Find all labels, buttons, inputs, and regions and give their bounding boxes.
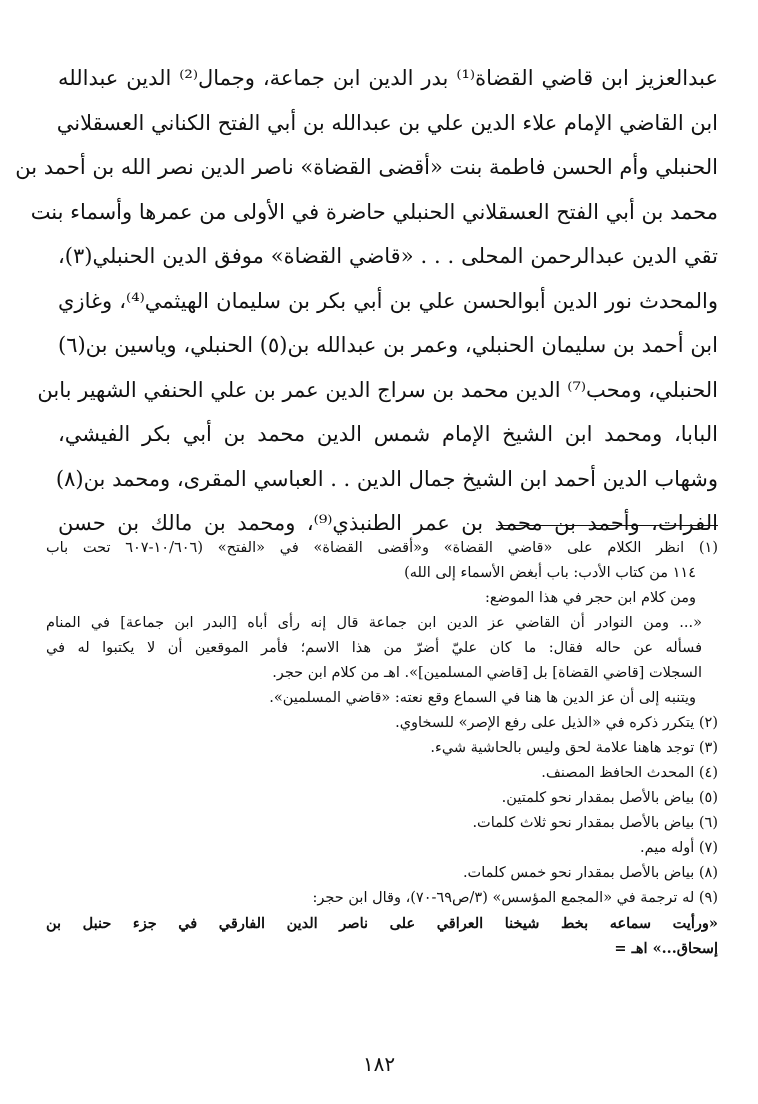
footnote-line: إسحاق...» اهـ = <box>614 940 718 957</box>
main-text-line: محمد بن أبي الفتح العسقلاني الحنبلي حاضرة في الأولى من عمرها وأسماء بنت <box>30 199 718 224</box>
footnote-line: (٢) يتكرر ذكره في «الذيل على رفع الإصر» للسخاوي. <box>395 715 718 731</box>
footnote-line: (٤) المحدث الحافظ المصنف. <box>541 765 718 781</box>
main-text-line: تقي الدين عبدالرحمن المحلى . . . «قاضي القضاة» موفق الدين الحنبلي(٣)، <box>58 244 718 268</box>
footnote-line: (٦) بياض بالأصل بمقدار نحو ثلاث كلمات. <box>472 815 718 831</box>
footnote-line: السجلات [قاضي القضاة] بل [قاضي المسلمين]». اهـ من كلام ابن حجر. <box>272 665 702 681</box>
footnote-line: (٣) توجد هاهنا علامة لحق وليس بالحاشية شيء. <box>430 740 718 756</box>
footnote-line: ومن كلام ابن حجر في هذا الموضع: <box>485 590 696 606</box>
footnote-line: ١١٤ من كتاب الأدب: باب أبغض الأسماء إلى الله) <box>404 565 696 581</box>
footnote-line: (٧) أوله ميم. <box>640 840 718 856</box>
footnote-line: «ورأيت سماعه بخط شيخنا العراقي على ناصر الدين الفارقي في جزء حنبل بن <box>46 915 718 932</box>
main-text-line: ابن القاضي الإمام علاء الدين علي بن عبدالله بن أبي الفتح الكناني العسقلاني <box>56 110 718 135</box>
main-text-line: الفرات، وأحمد بن محمد بن عمر الطنبذي⁽⁹⁾، ومحمد بن مالك بن حسن <box>58 511 718 535</box>
main-text-block <box>15 56 718 546</box>
footnote-line: (٩) له ترجمة في «المجمع المؤسس» (٣/ص٦٩-٧٠)، وقال ابن حجر: <box>312 890 718 906</box>
footnote-line: (٨) بياض بالأصل بمقدار نحو خمس كلمات. <box>462 865 718 881</box>
main-text-line: الحنبلي، ومحب⁽⁷⁾ الدين محمد بن سراج الدين عمر بن علي الحنفي الشهير بابن <box>37 377 718 402</box>
footnote-line: «... ومن النوادر أن القاضي عز الدين ابن جماعة قال إنه رأى أباه [البدر ابن جماعة] في المنام <box>46 615 702 631</box>
footnotes-block <box>46 536 718 961</box>
main-text-line: ابن أحمد بن سليمان الحنبلي، وعمر بن عبدالله بن(٥) الحنبلي، وياسين بن(٦) <box>58 333 718 357</box>
main-text-line: وشهاب الدين أحمد ابن الشيخ جمال الدين . . العباسي المقرى، ومحمد بن(٨) <box>55 466 718 491</box>
main-text-line: البابا، ومحمد ابن الشيخ الإمام شمس الدين محمد بن أبي بكر الفيشي، <box>58 422 718 446</box>
main-text-line: والمحدث نور الدين أبوالحسن علي بن أبي بكر بن سليمان الهيثمي⁽⁴⁾، وغازي <box>58 288 718 313</box>
main-text-line: عبدالعزيز ابن قاضي القضاة⁽¹⁾ بدر الدين ابن جماعة، وجمال⁽²⁾ الدين عبدالله <box>58 66 718 90</box>
footnote-line: (٥) بياض بالأصل بمقدار نحو كلمتين. <box>501 790 718 806</box>
footnote-separator <box>498 525 718 526</box>
page-number: ١٨٢ <box>362 1052 396 1076</box>
footnote-line: فسأله عن حاله فقال: ما كان عليّ أضرّ من هذا الاسم؛ فأمر الموقعين أن لا يكتبوا له في <box>46 640 702 656</box>
main-text-line: الحنبلي وأم الحسن فاطمة بنت «أقضى القضاة» ناصر الدين نصر الله بن أحمد بن <box>15 155 718 179</box>
footnote-line: (١) انظر الكلام على «قاضي القضاة» و«أقضى القضاة» في «الفتح» (١٠/٦٠٦-٦٠٧ تحت باب <box>46 540 718 556</box>
footnote-line: ويتنبه إلى أن عز الدين ها هنا في السماع وقع نعته: «قاضي المسلمين». <box>269 690 696 706</box>
